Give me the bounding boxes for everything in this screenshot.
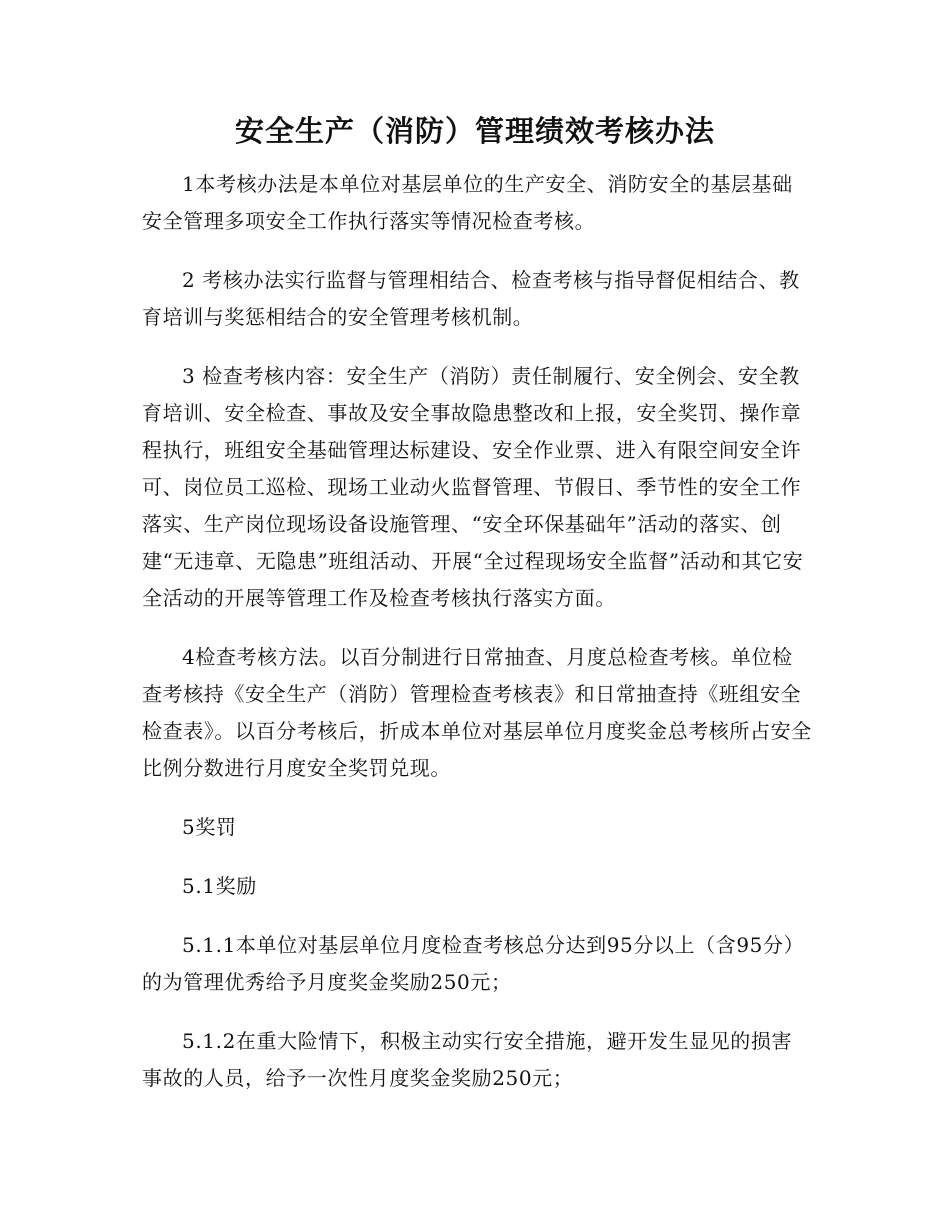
paragraph-5-1-1: 5.1.1本单位对基层单位月度检查考核总分达到95分以上（含95分）的为管理优秀给予月度奖金奖励250元； xyxy=(142,933,805,994)
document-title: 安全生产（消防）管理绩效考核办法 xyxy=(234,114,715,148)
paragraph-1: 1本考核办法是本单位对基层单位的生产安全、消防安全的基层基础安全管理多项安全工作执行落实等情况检查考核。 xyxy=(142,172,793,233)
paragraph-5: 5奖罚 xyxy=(182,815,237,839)
paragraph-5-1-2: 5.1.2在重大险情下，积极主动实行安全措施，避开发生显见的损害事故的人员，给予一次性月度奖金奖励250元； xyxy=(142,1029,793,1090)
paragraph-2: 2 考核办法实行监督与管理相结合、检查考核与指导督促相结合、教育培训与奖惩相结合的安全管理考核机制。 xyxy=(142,268,800,329)
paragraph-4: 4检查考核方法。以百分制进行日常抽查、月度总检查考核。单位检查考核持《安全生产（消防）管理检查考核表》和日常抽查持《班组安全检查表》。以百分考核后，折成本单位对基层单位月度奖金总考核所占安全比例分数进行月度安全奖罚兑现。 xyxy=(142,645,812,780)
paragraph-3: 3 检查考核内容：安全生产（消防）责任制履行、安全例会、安全教育培训、安全检查、事故及安全事故隐患整改和上报，安全奖罚、操作章程执行，班组安全基础管理达标建设、安全作业票、进入有限空间安全许可、岗位员工巡检、现场工业动火监督管理、节假日、季节性的安全工作落实、生产岗位现场设备设施管理、“安全环保基础年”活动的落实、创建“无违章、无隐患”班组活动、开展“全过程现场安全监督”活动和其它安全活动的开展等管理工作及检查考核执行落实方面。 xyxy=(142,364,804,610)
document-body xyxy=(142,166,812,1119)
paragraph-5-1: 5.1奖励 xyxy=(182,874,257,898)
